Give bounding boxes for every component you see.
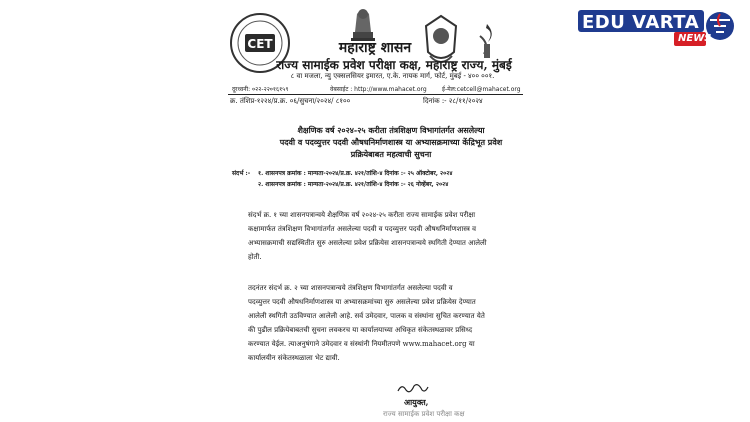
reference-number: क्र. तंशिप्र-१२२४/प्र.क्र. ०६/सुचना/२०२४/ ८१०० — [230, 97, 351, 105]
office-title: राज्य सामाईक प्रवेश परीक्षा कक्ष, महाराष्ट्र राज्य, मुंबई — [276, 58, 512, 72]
body-paragraph-2 — [248, 281, 516, 365]
website-link[interactable]: वेबसाईट : http://www.mahacet.org — [330, 86, 427, 93]
paragraph-line: अभ्यासक्रमाची सद्यस्थितीत सुरु असलेल्या प्रवेश प्रक्रियेस शासनपत्रान्वये स्थगिती देण्यात आलेली — [248, 239, 487, 247]
paragraph-line: की पुढील प्रक्रियेबाबतची सुचना लवकरच या कार्यालयाच्या अधिकृत संकेतस्थळावर प्रसिध्द — [248, 326, 473, 334]
email-address[interactable]: ई-मेल:cetcell@mahacet.org — [442, 86, 521, 93]
paragraph-line: संदर्भ क्र. १ च्या शासनपत्रान्वये शैक्षणिक वर्ष २०२४-२५ करीता राज्य सामाईक प्रवेश परीक्षा — [248, 211, 476, 219]
paragraph-line: आलेली स्थगिती उठविण्यात आलेली आहे. सर्व उमेदवार, पालक व संस्थांना सुचित करण्यात येते — [248, 312, 485, 320]
signatory-title: आयुक्त, — [404, 397, 429, 407]
paragraph-line: पदव्युत्तर पदवी औषधनिर्माणशास्त्र या अभ्यासक्रमांच्या सुरु असलेल्या प्रवेश प्रक्रियेस देण्यात — [248, 298, 476, 306]
notice-date: दिनांक :- २८/११/२०२४ — [423, 97, 483, 105]
reference-item: १. शासनपत्र क्रमांक : मान्यता-२०२४/प्र.क्र. ४२१/तांशि-४ दिनांक :- २५ ऑक्टोबर, २०२४ — [258, 170, 453, 177]
paragraph-line: करण्यात येईल. त्याअनुषंगाने उमेदवार व संस्थांनी नियमीतपणे www.mahacet.org या — [248, 340, 475, 348]
body-paragraph-1 — [248, 208, 516, 264]
subject-line: शैक्षणिक वर्ष २०२४-२५ करीता तंत्रशिक्षण विभागांतर्गत असलेल्या — [297, 125, 485, 135]
brand-tag: NEWS — [678, 33, 712, 44]
paragraph-line: कार्यालयीन संकेतस्थळाला भेट द्यावी. — [248, 354, 340, 362]
signature-icon — [396, 381, 430, 395]
reference-item: २. शासनपत्र क्रमांक : मान्यता-२०२४/प्र.क्र. ४२१/तांशि-४ दिनांक :- २६ नोव्हेंबर, २०२४ — [258, 181, 449, 188]
signatory-office: राज्य सामाईक प्रवेश परीक्षा कक्ष — [383, 410, 465, 418]
header-divider — [228, 94, 523, 95]
subject-line: प्रक्रियेबाबत महत्वाची सुचना — [350, 149, 432, 159]
subject-line: पदवी व पदव्युत्तर पदवी औषधनिर्माणशास्त्र या अभ्यासक्रमाच्या केंद्रिभूत प्रवेश — [279, 137, 503, 147]
paragraph-line: होती. — [248, 253, 262, 261]
paragraph-line: तदनंतर संदर्भ क्र. २ च्या शासनपत्रान्वये तंत्रशिक्षण विभागांतर्गत असलेल्या पदवी व — [248, 284, 453, 292]
phone-number: दूरध्वनी: ०२२-२२०१६१५९ — [232, 86, 289, 93]
notice-subject — [270, 124, 512, 160]
office-address: ८ वा मजला, न्यु एक्सलसियर इमारत, ए.के. नायक मार्ग, फोर्ट, मुंबई - ४०० ००१. — [290, 72, 495, 80]
government-title: महाराष्ट्र शासन — [338, 40, 412, 56]
brand-name: EDU VARTA — [582, 12, 700, 33]
references-label: संदर्भ :- — [232, 170, 251, 177]
paragraph-line: कक्षामार्फत तंत्रशिक्षण विभागांतर्गत असलेल्या पदवी व पदव्युत्तर पदवी औषधनिर्माणशास्त्र व — [248, 225, 476, 233]
svg-text:CET: CET — [247, 37, 273, 51]
